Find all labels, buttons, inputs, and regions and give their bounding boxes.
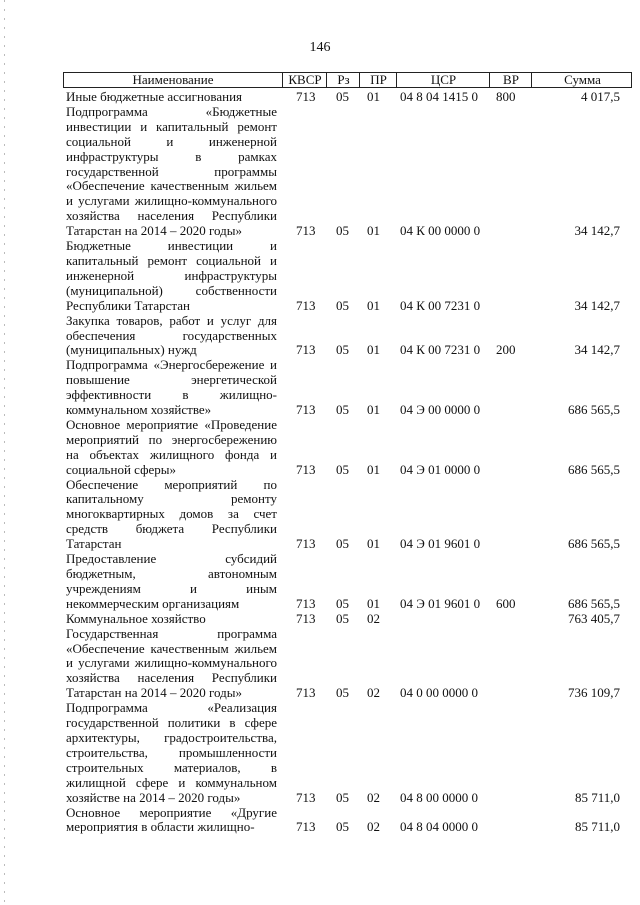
row-name: Основное мероприятие «Проведение мероприятий по энергосбережению на объектах жилищного фонда и социальной сферы» — [66, 416, 277, 477]
row-rz: 05 — [336, 595, 349, 611]
row-pr: 01 — [367, 461, 380, 477]
row-rz: 05 — [336, 685, 349, 701]
table-row — [0, 552, 640, 612]
row-kvsr: 713 — [296, 223, 316, 239]
row-csr: 04 К 00 7231 0 — [400, 297, 481, 313]
row-kvsr: 713 — [296, 297, 316, 313]
row-pr: 02 — [367, 685, 380, 701]
row-sum: 4 017,5 — [581, 89, 620, 104]
row-csr: 04 К 00 7231 0 — [400, 342, 481, 358]
row-rz: 05 — [336, 610, 349, 626]
header-vr: ВР — [489, 73, 532, 87]
row-rz: 05 — [336, 461, 349, 477]
row-kvsr: 713 — [296, 819, 316, 835]
header-kvsr: КВСР — [282, 73, 327, 87]
table-row — [0, 239, 640, 314]
row-kvsr: 713 — [296, 536, 316, 552]
table-row — [0, 314, 640, 359]
row-kvsr: 713 — [296, 595, 316, 611]
row-pr: 01 — [367, 297, 380, 313]
row-csr: 04 Э 01 9601 0 — [400, 595, 481, 611]
row-pr: 02 — [367, 610, 380, 626]
row-csr: 04 8 04 1415 0 — [400, 89, 478, 104]
row-pr: 01 — [367, 89, 380, 104]
row-name: Подпрограмма «Энергосбережение и повышение энергетической эффективности в жилищно-коммунальном хозяйстве» — [66, 357, 277, 418]
row-kvsr: 713 — [296, 402, 316, 418]
row-pr: 01 — [367, 402, 380, 418]
row-csr: 04 Э 01 0000 0 — [400, 461, 481, 477]
row-pr: 01 — [367, 595, 380, 611]
row-name: Государственная программа «Обеспечение качественным жильем и услугами жилищно-коммунального хозяйства населения Республики Татарстан на 2014 – 2020 годы» — [66, 625, 277, 701]
row-rz: 05 — [336, 789, 349, 805]
table-row — [0, 90, 640, 105]
table-row — [0, 418, 640, 478]
header-sum: Сумма — [531, 73, 633, 87]
row-sum: 34 142,7 — [574, 223, 620, 239]
row-name: Обеспечение мероприятий по капитальному ремонту многоквартирных домов за счет средств бюджета Республики Татарстан — [66, 476, 277, 552]
table-row — [0, 478, 640, 553]
row-kvsr: 713 — [296, 610, 316, 626]
row-rz: 05 — [336, 819, 349, 835]
row-pr: 01 — [367, 342, 380, 358]
row-rz: 05 — [336, 89, 349, 104]
row-sum: 85 711,0 — [574, 789, 620, 805]
row-kvsr: 713 — [296, 685, 316, 701]
row-csr: 04 Э 00 0000 0 — [400, 402, 481, 418]
table-row — [0, 358, 640, 418]
row-sum: 736 109,7 — [568, 685, 620, 701]
header-rz: Рз — [326, 73, 360, 87]
row-sum: 686 565,5 — [568, 595, 620, 611]
row-sum: 85 711,0 — [574, 819, 620, 835]
row-name: Закупка товаров, работ и услуг для обеспечения государственных (муниципальных) нужд — [66, 312, 277, 358]
row-pr: 02 — [367, 819, 380, 835]
row-rz: 05 — [336, 536, 349, 552]
row-rz: 05 — [336, 342, 349, 358]
row-pr: 01 — [367, 536, 380, 552]
row-rz: 05 — [336, 297, 349, 313]
row-csr: 04 0 00 0000 0 — [400, 685, 478, 701]
row-sum: 34 142,7 — [574, 297, 620, 313]
row-vr: 200 — [496, 342, 516, 358]
row-pr: 02 — [367, 789, 380, 805]
row-sum: 34 142,7 — [574, 342, 620, 358]
row-csr: 04 Э 01 9601 0 — [400, 536, 481, 552]
row-kvsr: 713 — [296, 342, 316, 358]
row-csr: 04 8 04 0000 0 — [400, 819, 478, 835]
page-number: 146 — [309, 40, 331, 55]
table-row — [0, 701, 640, 805]
row-kvsr: 713 — [296, 89, 316, 104]
row-name: Основное мероприятие «Другие мероприятия в области жилищно- — [66, 804, 277, 835]
row-csr: 04 К 00 0000 0 — [400, 223, 481, 239]
header-name: Наименование — [132, 72, 214, 87]
row-name: Подпрограмма «Реализация государственной политики в сфере архитектуры, градостроительства, строительства, промышленности строительных материалов, в жилищной сфере и коммунальном хозяйстве на 2014 – 2020 годы» — [66, 700, 277, 805]
row-sum: 686 565,5 — [568, 461, 620, 477]
row-sum: 686 565,5 — [568, 536, 620, 552]
table-row — [0, 105, 640, 239]
row-kvsr: 713 — [296, 461, 316, 477]
header-pr: ПР — [359, 73, 397, 87]
table-row — [0, 806, 640, 836]
table-row — [0, 627, 640, 702]
row-name: Бюджетные инвестиции и капитальный ремонт социальной и инженерной инфраструктуры (муниципальной) собственности Республики Татарстан — [66, 238, 277, 313]
row-name: Иные бюджетные ассигнования — [66, 89, 243, 104]
row-name: Коммунальное хозяйство — [66, 610, 206, 626]
table-body — [0, 90, 640, 835]
row-vr: 800 — [496, 89, 516, 104]
header-csr: ЦСР — [396, 73, 490, 87]
row-sum: 686 565,5 — [568, 402, 620, 418]
row-rz: 05 — [336, 402, 349, 418]
row-rz: 05 — [336, 223, 349, 239]
row-sum: 763 405,7 — [568, 610, 620, 626]
row-pr: 01 — [367, 223, 380, 239]
row-vr: 600 — [496, 595, 516, 611]
table-row — [0, 612, 640, 627]
row-name: Подпрограмма «Бюджетные инвестиции и капитальный ремонт социальной и инженерной инфраструктуры в рамках государственной программы «Обеспечение качественным жильем и услугами жилищно-коммунального хозяйства населения Республики Татарстан на 2014 – 2020 годы» — [66, 103, 277, 239]
table-header — [63, 72, 632, 88]
row-name: Предоставление субсидий бюджетным, автономным учреждениям и иным некоммерческим организациям — [66, 551, 277, 611]
row-csr: 04 8 00 0000 0 — [400, 789, 478, 805]
row-kvsr: 713 — [296, 789, 316, 805]
